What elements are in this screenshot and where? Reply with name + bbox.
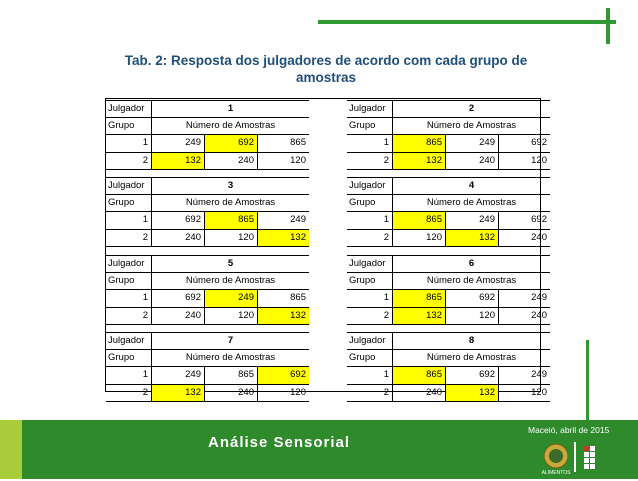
judge-label: Julgador bbox=[106, 256, 152, 272]
samples-header: Número de Amostras bbox=[426, 274, 517, 286]
group-number: 1 bbox=[347, 290, 393, 307]
sample-code-selected: 865 bbox=[393, 212, 446, 229]
group-number: 2 bbox=[106, 230, 152, 247]
sample-code: 240 bbox=[446, 153, 499, 170]
samples-header: Número de Amostras bbox=[426, 351, 517, 363]
sample-code-selected: 865 bbox=[393, 367, 446, 384]
sample-code-selected: 132 bbox=[446, 230, 499, 247]
sample-code: 240 bbox=[152, 230, 205, 247]
group-row bbox=[347, 230, 550, 248]
sample-code: 249 bbox=[446, 135, 499, 152]
sample-code: 120 bbox=[290, 154, 306, 166]
judge-table-4 bbox=[347, 177, 550, 247]
sample-code-selected: 132 bbox=[258, 308, 309, 325]
group-label: Grupo bbox=[347, 350, 393, 367]
judge-label: Julgador bbox=[106, 178, 152, 194]
judge-label: Julgador bbox=[347, 101, 393, 117]
sample-code: 249 bbox=[290, 214, 306, 225]
footer-accent-stripe bbox=[0, 420, 22, 479]
sample-code: 240 bbox=[205, 153, 258, 170]
group-number: 1 bbox=[106, 135, 152, 152]
judge-label: Julgador bbox=[347, 333, 393, 349]
judge-label: Julgador bbox=[347, 178, 393, 194]
judge-number: 5 bbox=[227, 258, 234, 269]
samples-header: Número de Amostras bbox=[185, 119, 276, 131]
judge-table-5 bbox=[106, 255, 309, 325]
judge-table-7 bbox=[106, 332, 309, 402]
group-label: Grupo bbox=[106, 273, 152, 290]
group-row bbox=[106, 230, 309, 248]
group-label: Grupo bbox=[347, 118, 393, 135]
judge-number: 7 bbox=[227, 335, 234, 346]
group-number: 1 bbox=[347, 212, 393, 229]
footer-date: Maceió, abril de 2015 bbox=[528, 425, 610, 435]
group-number: 1 bbox=[347, 135, 393, 152]
institution-logos bbox=[540, 440, 630, 476]
group-row bbox=[106, 367, 309, 385]
sample-code: 692 bbox=[152, 212, 205, 229]
sample-code-selected: 132 bbox=[258, 230, 309, 247]
sample-code: 240 bbox=[531, 231, 547, 243]
group-label: Grupo bbox=[106, 195, 152, 212]
group-row bbox=[347, 153, 550, 171]
group-row bbox=[347, 385, 550, 403]
sample-code-selected: 132 bbox=[393, 153, 446, 170]
sample-code-selected: 865 bbox=[205, 212, 258, 229]
judge-number: 2 bbox=[468, 103, 475, 114]
food-logo-text: ALIMENTOS bbox=[541, 470, 571, 476]
sample-code: 249 bbox=[531, 292, 547, 303]
sample-code: 249 bbox=[152, 367, 205, 384]
sample-code: 865 bbox=[290, 292, 306, 303]
group-number: 1 bbox=[106, 290, 152, 307]
sample-code: 120 bbox=[531, 154, 547, 166]
group-number: 2 bbox=[106, 308, 152, 325]
group-row bbox=[106, 385, 309, 403]
sample-code: 120 bbox=[205, 230, 258, 247]
group-number: 2 bbox=[347, 230, 393, 247]
judge-label: Julgador bbox=[106, 333, 152, 349]
sample-code: 120 bbox=[290, 386, 306, 398]
sample-code: 692 bbox=[446, 290, 499, 307]
decorative-side-line bbox=[586, 340, 589, 420]
judge-table-8 bbox=[347, 332, 550, 402]
group-label: Grupo bbox=[347, 195, 393, 212]
group-row bbox=[106, 212, 309, 230]
sample-code: 240 bbox=[393, 385, 446, 402]
samples-header: Número de Amostras bbox=[185, 196, 276, 208]
group-number: 1 bbox=[106, 367, 152, 384]
judge-table-1 bbox=[106, 100, 309, 170]
group-row bbox=[106, 135, 309, 153]
judge-table-2 bbox=[347, 100, 550, 170]
group-label: Grupo bbox=[106, 118, 152, 135]
samples-header: Número de Amostras bbox=[185, 274, 276, 286]
group-number: 2 bbox=[347, 153, 393, 170]
sample-code-selected: 249 bbox=[205, 290, 258, 307]
judge-label: Julgador bbox=[347, 256, 393, 272]
sample-code: 249 bbox=[152, 135, 205, 152]
sample-code: 249 bbox=[531, 369, 547, 380]
group-row bbox=[106, 290, 309, 308]
group-row bbox=[106, 153, 309, 171]
group-row bbox=[106, 308, 309, 326]
sample-code-selected: 132 bbox=[446, 385, 499, 402]
sample-code: 692 bbox=[531, 214, 547, 225]
group-label: Grupo bbox=[347, 273, 393, 290]
samples-header: Número de Amostras bbox=[185, 351, 276, 363]
group-number: 1 bbox=[106, 212, 152, 229]
sample-code: 240 bbox=[152, 308, 205, 325]
sample-code-selected: 132 bbox=[393, 308, 446, 325]
sample-code-selected: 132 bbox=[152, 385, 205, 402]
group-number: 2 bbox=[106, 153, 152, 170]
sample-code: 865 bbox=[290, 137, 306, 148]
sample-code: 865 bbox=[205, 367, 258, 384]
samples-header: Número de Amostras bbox=[426, 119, 517, 131]
sample-code: 120 bbox=[393, 230, 446, 247]
group-row bbox=[347, 308, 550, 326]
sample-code: 120 bbox=[205, 308, 258, 325]
judge-tables-grid bbox=[105, 98, 547, 398]
sample-code: 240 bbox=[531, 309, 547, 321]
sample-code-selected: 692 bbox=[205, 135, 258, 152]
group-number: 1 bbox=[347, 367, 393, 384]
sample-code: 240 bbox=[205, 385, 258, 402]
judge-number: 1 bbox=[227, 103, 234, 114]
sample-code: 249 bbox=[446, 212, 499, 229]
group-row bbox=[347, 135, 550, 153]
sample-code: 692 bbox=[446, 367, 499, 384]
food-course-logo bbox=[542, 444, 571, 476]
sample-code-selected: 865 bbox=[393, 290, 446, 307]
group-label: Grupo bbox=[106, 350, 152, 367]
decorative-top-line bbox=[318, 20, 616, 24]
group-row bbox=[347, 212, 550, 230]
group-number: 2 bbox=[347, 308, 393, 325]
judge-label: Julgador bbox=[106, 101, 152, 117]
judge-table-3 bbox=[106, 177, 309, 247]
group-number: 2 bbox=[347, 385, 393, 402]
group-row bbox=[347, 367, 550, 385]
group-number: 2 bbox=[106, 385, 152, 402]
sample-code-selected: 865 bbox=[393, 135, 446, 152]
footer-title: Análise Sensorial bbox=[208, 434, 351, 451]
sample-code: 120 bbox=[446, 308, 499, 325]
judge-number: 6 bbox=[468, 258, 475, 269]
sample-code-selected: 692 bbox=[258, 367, 309, 384]
group-row bbox=[347, 290, 550, 308]
judge-table-6 bbox=[347, 255, 550, 325]
decorative-corner-line bbox=[606, 8, 610, 44]
sample-code: 692 bbox=[152, 290, 205, 307]
sample-code: 120 bbox=[531, 386, 547, 398]
judge-number: 8 bbox=[468, 335, 475, 346]
samples-header: Número de Amostras bbox=[426, 196, 517, 208]
sample-code-selected: 132 bbox=[152, 153, 205, 170]
judge-number: 4 bbox=[468, 180, 475, 191]
slide-title: Tab. 2: Resposta dos julgadores de acordo com cada grupo de amostras bbox=[124, 53, 528, 85]
judge-number: 3 bbox=[227, 180, 234, 191]
sample-code: 692 bbox=[531, 137, 547, 148]
ifal-logo bbox=[584, 446, 595, 469]
